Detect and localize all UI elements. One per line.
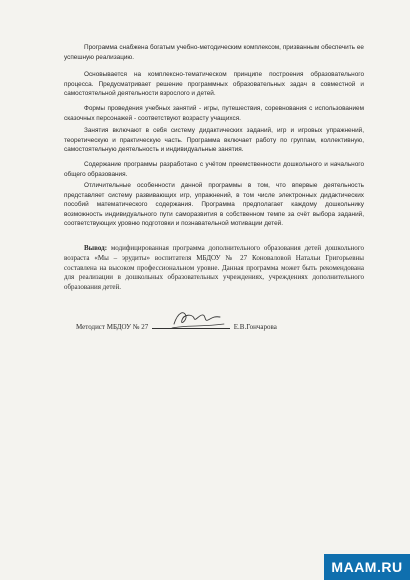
watermark-text: MAAM.RU: [331, 559, 403, 575]
conclusion-text: модифицированная программа дополнительного образования детей дошкольного возраста «Мы – эрудиты» воспитателя МБДОУ № 27 Коноваловой Натальи Григорьевны составлена на высоком профессиональном уровне. Данная программа может быть рекомендована для реализации в дошкольных образовательных учреждениях, учреждениях дополнительного образования детей.: [64, 244, 364, 292]
paragraph-lesson-forms: Формы проведения учебных занятий - игры, путешествия, соревнования с использованием сказочных персонажей - соответствуют возрасту учащихся.: [64, 105, 364, 122]
paragraph-thematic-principle: Основывается на комплексно-тематическом принципе построения образовательного процесса. Предусматривает решение программных образовательных задач в совместной и самостоятельной деятельности взрослого и детей.: [64, 71, 364, 98]
paragraph-distinctive-features: Отличительные особенности данной программы в том, что впервые деятельность представляет систему развивающих игр, упражнений, в том числе электронных дидактических пособий математического содержания. Программа предполагает каждому дошкольнику возможность индивидуального пути саморазвития в собственном темпе за счёт выбора заданий, соответствующих уровню подготовки и познавательной мотивации детей.: [64, 182, 364, 228]
paragraph-continuity: Содержание программы разработано с учётом преемственности дошкольного и начального общего образования.: [64, 161, 364, 178]
watermark-logo[interactable]: [324, 554, 410, 580]
signature-label: Методист МБДОУ № 27: [76, 323, 149, 331]
signature-name: Е.В.Гончарова: [233, 323, 277, 331]
paragraph-methodical-complex: Программа снабжена богатым учебно-методическим комплексом, призванным обеспечить ее успешную реализацию.: [64, 44, 364, 61]
paragraph-lesson-content: Занятия включают в себя систему дидактических заданий, игр и игровых упражнений, теоретическую и практическую часть. Программа включает работу по группам, коллективную, самостоятельную деятельность и индивидуальные занятия.: [64, 127, 364, 154]
paragraph-conclusion: [64, 244, 364, 293]
conclusion-label: Вывод:: [84, 244, 108, 252]
handwritten-signature: [168, 306, 228, 334]
